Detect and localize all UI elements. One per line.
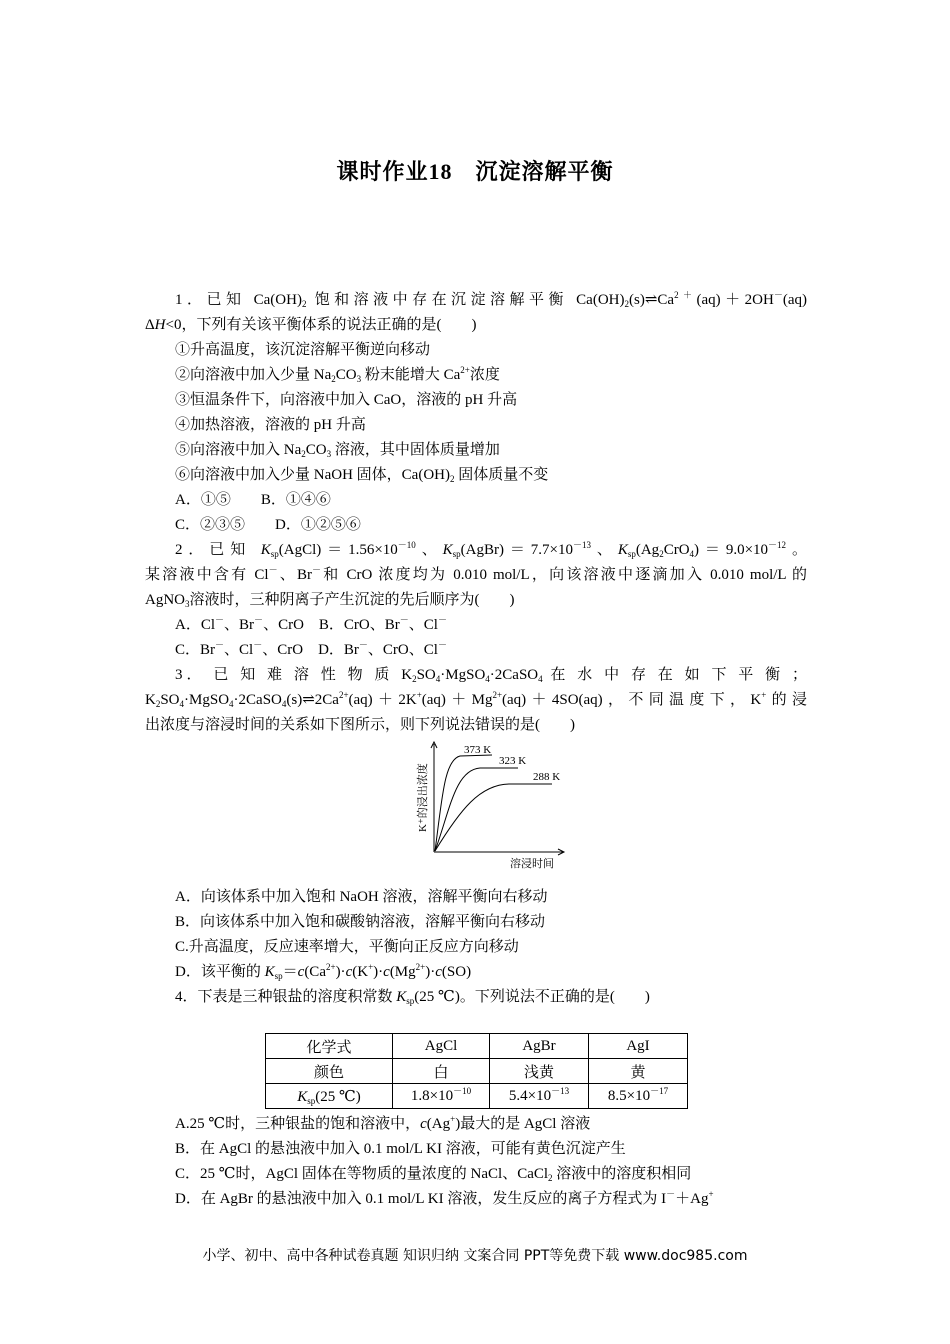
text-segment: (aq)＋Mg: [421, 692, 493, 708]
text-segment: ＝: [282, 964, 298, 980]
text-segment: A．向该体系中加入饱和 NaOH 溶液，溶解平衡向右移动: [175, 889, 548, 905]
text-segment: －: [666, 1189, 676, 1199]
text-segment: (25 ℃)。下列说法不正确的是( ): [414, 989, 650, 1005]
table-cell: [589, 1084, 688, 1109]
text-segment: 2: [659, 549, 664, 559]
text-line: [145, 563, 807, 587]
text-segment: )·: [425, 964, 436, 980]
text-segment: ⑤向溶液中加入 Na: [175, 442, 302, 458]
text-segment: A．①⑤ B．①④⑥: [175, 492, 331, 508]
table-row: [266, 1084, 688, 1109]
text-segment: C．25 ℃时，AgCl 固体在等物质的量浓度的 NaCl、CaCl: [175, 1166, 549, 1182]
text-segment: 4: [179, 699, 185, 709]
text-segment: 4: [229, 699, 234, 709]
text-segment: )＝9.0×10: [694, 542, 769, 558]
text-segment: c: [435, 964, 442, 980]
text-segment: B．在 AgCl 的悬浊液中加入 0.1 mol/L KI 溶液，可能有黄色沉淀产生: [175, 1141, 626, 1157]
footer-text: 小学、初中、高中各种试卷真题 知识归纳 文案合同 PPT等免费下载 www.doc985.com: [202, 1248, 748, 1264]
leaching-curve-figure: [400, 740, 580, 870]
text-segment: +: [368, 962, 374, 972]
text-segment: (Mg: [389, 964, 416, 980]
table-cell: 黄: [589, 1059, 688, 1084]
text-segment: 、CrO、Cl: [367, 642, 438, 658]
text-segment: －: [215, 640, 225, 650]
text-line: [175, 488, 807, 512]
text-segment: (aq): [782, 292, 807, 308]
text-segment: CrO: [663, 542, 690, 558]
text-segment: C．Br: [175, 642, 216, 658]
text-segment: 2: [449, 474, 455, 484]
text-segment: c: [420, 1116, 427, 1132]
text-segment: 2: [155, 699, 161, 709]
text-segment: －: [773, 290, 783, 300]
text-line: [175, 910, 807, 934]
text-line: [145, 688, 807, 712]
ksp-table: [265, 1033, 688, 1109]
text-segment: sp: [274, 971, 283, 981]
text-segment: +: [761, 690, 767, 700]
text-segment: (Ca: [304, 964, 326, 980]
text-segment: 3: [356, 374, 362, 384]
text-segment: ④加热溶液，溶液的 pH 升高: [175, 417, 366, 433]
text-segment: B．向该体系中加入饱和碳酸钠溶液，溶解平衡向右移动: [175, 914, 546, 930]
table-cell: AgI: [589, 1034, 688, 1059]
text-segment: 2＋: [674, 290, 697, 300]
text-line: [175, 413, 807, 437]
table-row: [266, 1034, 688, 1059]
text-segment: +: [416, 690, 422, 700]
text-segment: －: [312, 565, 322, 575]
table-cell: $K_{sp}(25$ ℃): [266, 1084, 393, 1109]
table-cell: 浅黄: [490, 1059, 589, 1084]
text-line: [175, 513, 807, 537]
text-segment: (aq)＋2K: [348, 692, 417, 708]
text-segment: 固体质量不变: [454, 467, 549, 483]
text-segment: 2+: [338, 690, 349, 700]
text-segment: )最大的是 AgCl 溶液: [455, 1116, 591, 1132]
text-line: [175, 463, 807, 487]
text-segment: sp: [452, 549, 461, 559]
table-cell: AgCl: [393, 1034, 490, 1059]
text-segment: (aq)＋4SO(aq)，不同温度下，K: [502, 692, 762, 708]
text-segment: 、CrO B．CrO、Br: [263, 617, 400, 633]
text-line: [175, 363, 807, 387]
curve-288k: [435, 784, 552, 851]
text-line: [175, 388, 807, 412]
text-line: [175, 1137, 837, 1161]
table-row: [266, 1059, 688, 1084]
text-segment: 3: [185, 599, 190, 609]
text-segment: 某溶液中含有 Cl: [145, 567, 269, 583]
text-segment: H: [154, 317, 166, 333]
text-line: [175, 338, 807, 362]
text-line: [175, 438, 807, 462]
text-segment: (aq)＋2OH: [696, 292, 774, 308]
table-cell: 白: [393, 1059, 490, 1084]
text-segment: －12: [768, 540, 787, 550]
text-segment: A.25 ℃时，三种银盐的饱和溶液中，: [175, 1116, 421, 1132]
text-segment: 2: [301, 299, 307, 309]
text-line: [175, 885, 807, 909]
text-segment: D．在 AgBr 的悬浊液中加入 0.1 mol/L KI 溶液，发生反应的离子方程式为 I: [175, 1191, 667, 1207]
text-segment: sp: [270, 549, 279, 559]
text-segment: －: [268, 565, 278, 575]
text-segment: SO: [160, 692, 180, 708]
text-segment: －10: [397, 540, 416, 550]
text-segment: K: [396, 989, 407, 1005]
text-segment: 3． 已 知 难 溶 性 物 质 K: [175, 667, 413, 683]
text-segment: K: [617, 542, 628, 558]
text-segment: 溶液中的溶度积相同: [552, 1166, 692, 1182]
text-segment: D．该平衡的: [175, 964, 265, 980]
text-segment: 饱和溶液中存在沉淀溶解平衡 Ca(OH): [306, 292, 625, 308]
text-line: [145, 588, 807, 612]
text-line: [175, 663, 807, 687]
text-line: [175, 935, 807, 959]
text-segment: 4: [435, 674, 441, 684]
text-segment: 和 CrO 浓度均为 0.010 mol/L，向该溶液中逐滴加入 0.010 mol/L 的: [321, 567, 807, 583]
text-segment: 4: [689, 549, 695, 559]
y-axis-label: K⁺的浸出浓度: [417, 763, 429, 832]
text-segment: 、Br: [277, 567, 313, 583]
text-segment: 3: [326, 449, 332, 459]
text-segment: 、CrO D．Br: [262, 642, 359, 658]
label-323k: 323 K: [499, 755, 527, 767]
text-segment: CO: [305, 442, 327, 458]
text-segment: ·2CaSO: [233, 692, 282, 708]
text-segment: ·MgSO: [184, 692, 230, 708]
page-title: 课时作业18 沉淀溶解平衡: [336, 159, 614, 184]
label-373k: 373 K: [464, 744, 492, 756]
text-segment: SO: [416, 667, 436, 683]
text-segment: 1．已知 Ca(OH): [175, 292, 302, 308]
text-segment: ③恒温条件下，向溶液中加入 CaO，溶液的 pH 升高: [175, 392, 518, 408]
text-segment: －13: [573, 540, 592, 550]
ksp-exponent: －17: [650, 1085, 669, 1096]
ksp-value: 1.8×10: [410, 1087, 454, 1104]
text-segment: 、Cl: [224, 642, 254, 658]
text-segment: 2+: [492, 690, 503, 700]
text-segment: ·2CaSO: [489, 667, 539, 683]
text-segment: (Ag: [635, 542, 660, 558]
text-segment: +: [708, 1189, 714, 1199]
text-segment: (K: [352, 964, 369, 980]
label-288k: 288 K: [533, 771, 561, 783]
text-segment: 2+: [460, 365, 470, 375]
text-segment: ＋Ag: [675, 1191, 709, 1207]
text-line: [175, 985, 807, 1009]
text-line: [175, 1162, 837, 1186]
table-cell: 颜色: [266, 1059, 393, 1084]
text-segment: (AgCl)＝1.56×10: [278, 542, 398, 558]
text-segment: 2: [548, 1173, 553, 1183]
text-segment: ·MgSO: [440, 667, 486, 683]
text-segment: (AgBr)＝7.7×10: [460, 542, 573, 558]
text-segment: AgNO: [145, 592, 185, 608]
text-segment: (Ag: [426, 1116, 451, 1132]
x-axis-label: 溶浸时间: [510, 858, 554, 870]
text-line: [145, 713, 807, 737]
text-segment: +: [450, 1114, 456, 1124]
text-segment: C．②③⑤ D．①②⑤⑥: [175, 517, 361, 533]
text-segment: 2: [301, 449, 306, 459]
text-segment: 2: [412, 674, 417, 684]
text-segment: ①升高温度，该沉淀溶解平衡逆向移动: [175, 342, 431, 358]
text-segment: <0，下列有关该平衡体系的说法正确的是( ): [165, 317, 477, 333]
text-segment: －: [437, 615, 447, 625]
text-segment: －: [215, 615, 225, 625]
ksp-exponent: －10: [453, 1085, 472, 1096]
text-segment: c: [345, 964, 353, 980]
ksp-exponent: －13: [551, 1085, 570, 1096]
text-segment: 在 水 中 存 在 如 下 平 衡 ；: [542, 667, 807, 683]
text-segment: 2+: [415, 962, 426, 972]
text-segment: 出浓度与溶浸时间的关系如下图所示，则下列说法错误的是( ): [145, 717, 575, 733]
text-segment: )·: [373, 964, 384, 980]
text-segment: ⑥向溶液中加入少量 NaOH 固体，Ca(OH): [175, 467, 450, 483]
table-cell: [490, 1084, 589, 1109]
table-cell: AgBr: [490, 1034, 589, 1059]
text-segment: －: [399, 615, 409, 625]
text-segment: 浓度: [469, 367, 500, 383]
text-segment: 2．已知: [175, 542, 261, 558]
text-segment: －: [254, 615, 264, 625]
text-line: [175, 538, 807, 562]
text-segment: 4: [538, 674, 543, 684]
text-line: [175, 1112, 837, 1136]
text-segment: 溶液，其中固体质量增加: [331, 442, 500, 458]
table-cell: 化学式: [266, 1034, 393, 1059]
text-segment: c: [383, 964, 390, 980]
text-segment: K: [264, 964, 275, 980]
text-segment: 、: [591, 542, 618, 558]
text-segment: －: [358, 640, 368, 650]
text-segment: K: [145, 692, 156, 708]
text-segment: 。: [786, 542, 807, 558]
table-cell: [393, 1084, 490, 1109]
text-segment: 2: [624, 299, 629, 309]
text-segment: 溶液时，三种阴离子产生沉淀的先后顺序为( ): [189, 592, 515, 608]
text-segment: 4: [281, 699, 287, 709]
text-segment: CO: [335, 367, 357, 383]
text-segment: A．Cl: [175, 617, 216, 633]
text-segment: c: [297, 964, 305, 980]
text-segment: sp: [627, 549, 636, 559]
text-segment: 4．下表是三种银盐的溶度积常数: [175, 989, 397, 1005]
text-segment: (s)⇌2Ca: [286, 692, 339, 708]
text-segment: )·: [335, 964, 346, 980]
text-segment: 的浸: [766, 692, 807, 708]
text-segment: Δ: [145, 317, 155, 333]
text-line: [175, 613, 807, 637]
text-segment: ②向溶液中加入少量 Na: [175, 367, 332, 383]
text-line: [145, 313, 807, 337]
text-segment: 、Cl: [408, 617, 438, 633]
curve-323k: [435, 768, 518, 851]
text-line: [175, 638, 807, 662]
ksp-value: 8.5×10: [607, 1087, 651, 1104]
text-segment: (s)⇌Ca: [629, 292, 675, 308]
text-segment: 2+: [325, 962, 336, 972]
text-segment: sp: [406, 996, 415, 1006]
text-line: [175, 960, 807, 984]
text-line: [175, 288, 807, 312]
text-segment: 2: [331, 374, 336, 384]
text-segment: K: [260, 542, 271, 558]
text-segment: －: [437, 640, 447, 650]
text-segment: 、: [415, 542, 443, 558]
text-line: [175, 1187, 837, 1211]
text-segment: (SO): [441, 964, 472, 980]
text-segment: 粉末能增大 Ca: [361, 367, 461, 383]
text-segment: K: [442, 542, 453, 558]
text-segment: 4: [485, 674, 490, 684]
ksp-temp: (25 ℃): [315, 1088, 361, 1105]
text-segment: －: [253, 640, 263, 650]
text-segment: 、Br: [224, 617, 255, 633]
text-segment: C.升高温度，反应速率增大，平衡向正反应方向移动: [175, 939, 519, 955]
ksp-value: 5.4×10: [508, 1087, 552, 1104]
